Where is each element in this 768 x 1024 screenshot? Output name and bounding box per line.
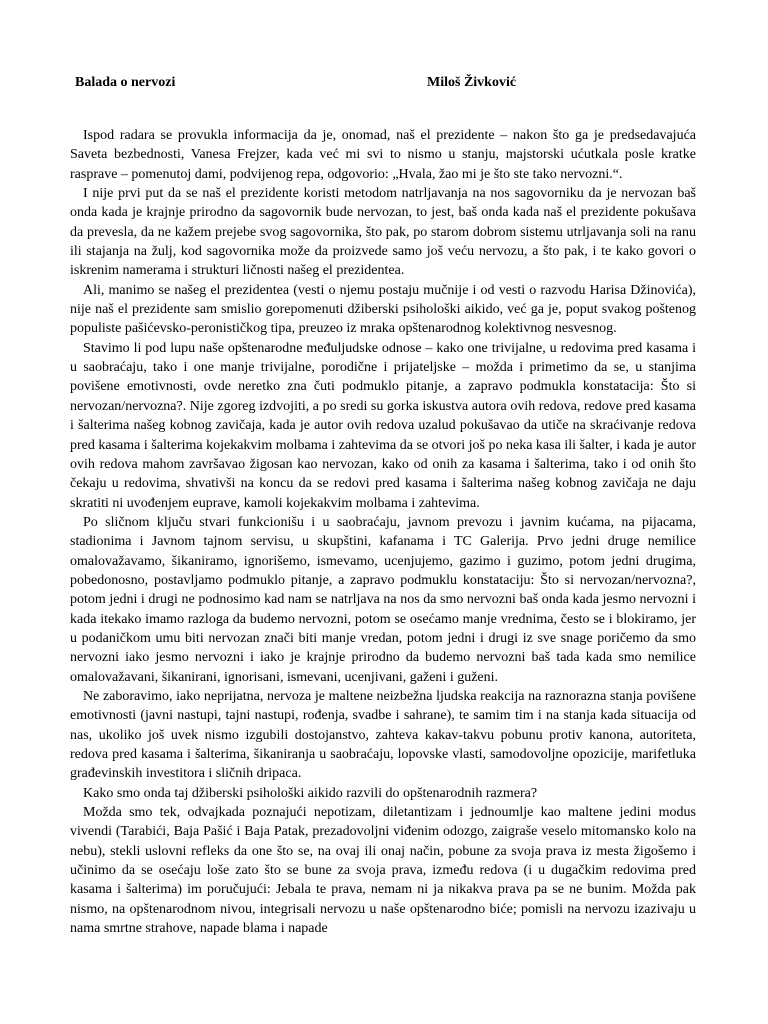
paragraph: Možda smo tek, odvajkada poznajući nepotizam, diletantizam i jednoumlje kao maltene jedini modus vivendi (Tarabići, Baja Pašić i Baja Patak, prezadovoljni viđenim odozgo, zaigraše veselo mitomansko kolo na nebu), stekli uslovni refleks da one što se, na ovaj ili onaj način, pobune za svoja prava iz mesta žigošemo i učinimo da se osećaju loše zato što se bune za svoja prava, između redova (i u dugačkim redovima pred kasama i šalterima) im poručujući: Jebala te prava, nemam ni ja nikakva prava pa se ne bunim. Možda pak nismo, na opštenarodnom nivou, integrisali nervozu u naše opštenarodno biće; pomisli na nervozu izazivaju u nama smrtne strahove, napade blama i napade <box>70 805 696 937</box>
document-header <box>75 74 695 92</box>
paragraph: Kako smo onda taj džiberski psihološki aikido razvili do opštenarodnih razmera? <box>83 785 538 801</box>
paragraph: Stavimo li pod lupu naše opštenarodne međuljudske odnose – kako one trivijalne, u redovima pred kasama i u saobraćaju, tako i one manje trivijalne, porodične i prijateljske – možda i primetimo da se, u stanjima povišene emotivnosti, ovde neretko zna čuti podmuklo pitanje, a zapravo podmukla konstatacija: Što si nervozan/nervozna?. Nije zgoreg izdvojiti, a po sredi su gorka iskustva autora ovih redova, redove pred kasama i šalterima našeg kobnog zavičaja, kada je autor ovih redova uzalud pokušavao da utiče na skraćivanje redova pred kasama i šalterima kojekakvim molbama i zahtevima da se otvori još po neka kasa ili šalter, i kada je autor ovih redova mahom završavao žigosan kao nervozan, kako od onih za kasama i šalterima, tako i od onih što čekaju u redovima, shvativši na koncu da se redovi pred kasama i šalterima našeg kobnog zavičaja ne daju skratiti ni uvođenjem euprave, kamoli kojekakvim molbama i zahtevima. <box>70 340 696 511</box>
paragraph: Ispod radara se provukla informacija da je, onomad, naš el prezidente – nakon što ga je predsedavajuća Saveta bezbednosti, Vanesa Frejzer, kada već mi svi to nismo u stanju, majstorski ućutkala posle kratke rasprave – pomenutoj dami, podvijenog repa, odgovorio: „Hvala, žao mi je što ste tako nervozni.“. <box>70 128 696 182</box>
paragraph: Po sličnom ključu stvari funkcionišu i u saobraćaju, javnom prevozu i javnim kućama, na pijacama, stadionima i Javnom tajnom servisu, u skupštini, kafanama i TC Galerija. Prvo jedni druge nemilice omalovažavamo, šikaniramo, ignorišemo, ismevamo, ucenjujemo, gazimo i guzimo, potom jedni drugima, pobedonosno, postavljamo podmuklo pitanje, a zapravo podmuklu konstataciju: Što si nervozan/nervozna?, potom jedni i drugi ne podnosimo kad nam se natrljava na nos da smo nervozni baš onda kada jesmo nervozni i kada itekako imamo razloga da budemo nervozni, potom se osećamo manje vrednima, često se i blokiramo, jer u podaničkom umu biti nervozan znači biti manje vredan, potom jedni i drugi iz sve snage poričemo da smo nervozni iako jesmo nervozni i iako je krajnje prirodno da budemo nervozni baš tada kada smo nemilice omalovažavani, šikanirani, ignorisani, ismevani, ucenjivani, gaženi i guženi. <box>70 514 696 685</box>
document-body <box>70 126 696 938</box>
paragraph: Ali, manimo se našeg el prezidentea (vesti o njemu postaju mučnije i od vesti o razvodu Harisa Džinovića), nije naš el prezidente sam smislio gorepomenuti džiberski psihološki aikido, već ga je, poput svakog poštenog populiste pašićevsko-peronističkog tipa, preuzeo iz mraka opštenarodnog kolektivnog nesvesnog. <box>70 282 696 337</box>
paragraph: I nije prvi put da se naš el prezidente koristi metodom natrljavanja na nos sagovorniku da je nervozan baš onda kada je krajnje prirodno da sagovornik bude nervozan, to jest, baš onda kada naš el prezidente pokušava da prevesla, da ne kažem prejebe svog sagovornika, što pak, po starom dobrom sistemu utrljavanja soli na ranu ili stajanja na žulj, kod sagovornika može da proizvede samo još veću nervozu, a što pak, i te kako govori o iskrenim namerama i strukturi ličnosti našeg el prezidentea. <box>70 186 696 279</box>
document-author: Miloš Živković <box>427 75 517 90</box>
paragraph: Ne zaboravimo, iako neprijatna, nervoza je maltene neizbežna ljudska reakcija na raznorazna stanja povišene emotivnosti (javni nastupi, tajni nastupi, rođenja, svadbe i sahrane), te samim tim i na stanja kada situacija od nas, ukoliko još uvek nismo izgubili dostojanstvo, zahteva kakav-takvu pobunu protiv kanona, autoriteta, redova pred kasama i šalterima, šikaniranja u saobraćaju, lopovske vlasti, samodovoljne opozicije, marifetluka građevinskih investitora i sličnih dripaca. <box>70 688 696 782</box>
document-title: Balada o nervozi <box>75 75 176 90</box>
